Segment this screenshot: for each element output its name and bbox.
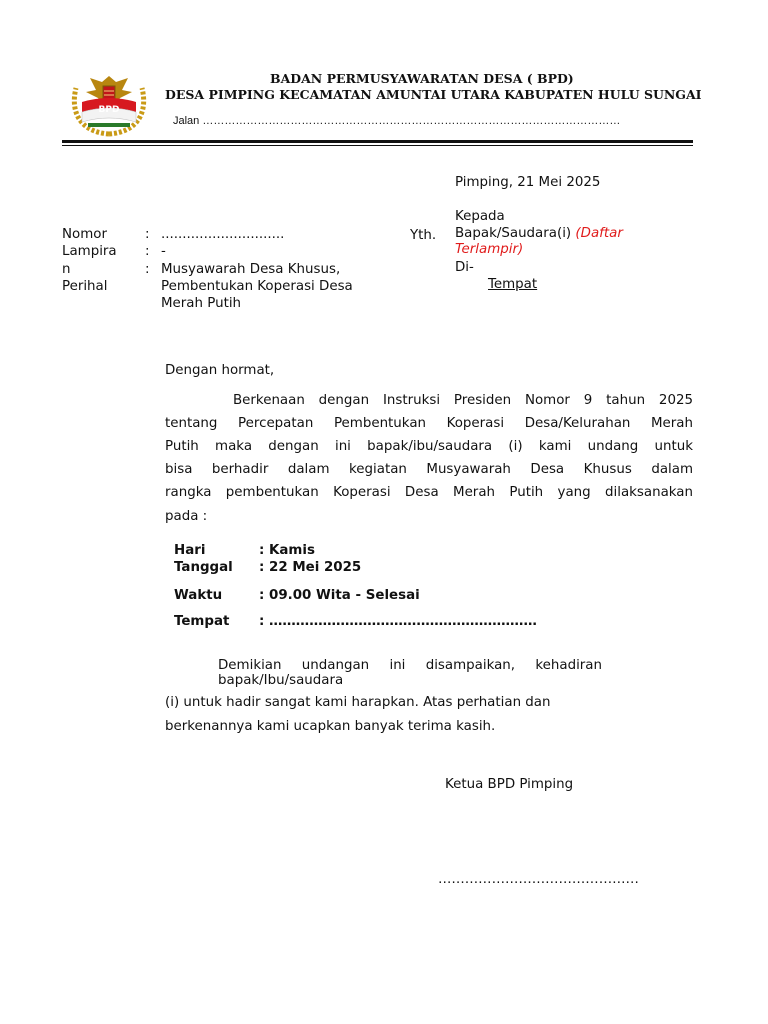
lampiran-value: - bbox=[161, 244, 166, 259]
lampiran-label: Lampira bbox=[62, 244, 117, 259]
signature-name-placeholder: ……………………………………… bbox=[438, 872, 639, 887]
closing-line-2: bapak/Ibu/saudara bbox=[218, 673, 344, 688]
waktu-value: : 09.00 Wita - Selesai bbox=[259, 588, 420, 603]
letterhead-address: Jalan …………………………………………………………………………………………………… bbox=[173, 115, 621, 127]
tempat-label: Tempat bbox=[174, 614, 230, 629]
body-line-5: rangka pembentukan Koperasi Desa Merah Putih yang dilaksanakan bbox=[165, 485, 693, 500]
lampiran-colon: : bbox=[145, 244, 150, 259]
perihal-colon: : bbox=[145, 262, 150, 277]
logo-ribbon bbox=[88, 123, 130, 127]
yth-label: Yth. bbox=[410, 228, 437, 243]
body-line-2: tentang Percepatan Pembentukan Koperasi Desa/Kelurahan Merah bbox=[165, 416, 693, 431]
greeting: Dengan hormat, bbox=[165, 363, 275, 378]
tanggal-value: : 22 Mei 2025 bbox=[259, 560, 362, 575]
recipient-note: Terlampir) bbox=[455, 242, 524, 257]
signature-title: Ketua BPD Pimping bbox=[445, 777, 574, 792]
nomor-colon: : bbox=[145, 227, 150, 242]
body-line-4: bisa berhadir dalam kegiatan Musyawarah Desa Khusus dalam bbox=[165, 462, 693, 477]
nomor-value: ............................. bbox=[161, 227, 285, 242]
header-divider-thick bbox=[62, 140, 693, 143]
body-line-1: Berkenaan dengan Instruksi Presiden Nomor 9 tahun 2025 bbox=[233, 393, 693, 408]
hari-value: : Kamis bbox=[259, 543, 315, 558]
nomor-label: Nomor bbox=[62, 227, 107, 242]
hari-label: Hari bbox=[174, 543, 206, 558]
perihal-label: Perihal bbox=[62, 279, 108, 294]
waktu-label: Waktu bbox=[174, 588, 223, 603]
recipient-tempat: Tempat bbox=[488, 277, 538, 292]
recipient-di: Di- bbox=[455, 260, 474, 275]
closing-line-4: berkenannya kami ucapkan banyak terima kasih. bbox=[165, 719, 496, 734]
bpd-logo bbox=[66, 68, 152, 138]
closing-line-1: Demikian undangan ini disampaikan, kehadiran bbox=[218, 658, 602, 673]
tempat-value: : …………………………………………………… bbox=[259, 614, 537, 629]
perihal-value-line2: Pembentukan Koperasi Desa bbox=[161, 279, 353, 294]
closing-line-3: (i) untuk hadir sangat kami harapkan. Atas perhatian dan bbox=[165, 695, 551, 710]
recipient-kepada: Kepada bbox=[455, 209, 505, 224]
header-divider-thin bbox=[62, 145, 693, 146]
tanggal-label: Tanggal bbox=[174, 560, 233, 575]
letterhead-title: BADAN PERMUSYAWARATAN DESA ( BPD) bbox=[270, 71, 574, 86]
letterhead-subtitle: DESA PIMPING KECAMATAN AMUNTAI UTARA KABUPATEN HULU SUNGAI bbox=[165, 87, 702, 102]
letter-date: Pimping, 21 Mei 2025 bbox=[455, 175, 601, 190]
perihal-value-line1: Musyawarah Desa Khusus, bbox=[161, 262, 341, 277]
recipient-addressee: Bapak/Saudara(i) (Daftar bbox=[455, 226, 623, 241]
body-line-6: pada : bbox=[165, 509, 208, 524]
lampiran-label-cont: n bbox=[62, 262, 71, 277]
body-line-3: Putih maka dengan ini bapak/ibu/saudara (i) kami undang untuk bbox=[165, 439, 693, 454]
perihal-value-line3: Merah Putih bbox=[161, 296, 242, 311]
logo-text: BPD bbox=[98, 105, 120, 115]
